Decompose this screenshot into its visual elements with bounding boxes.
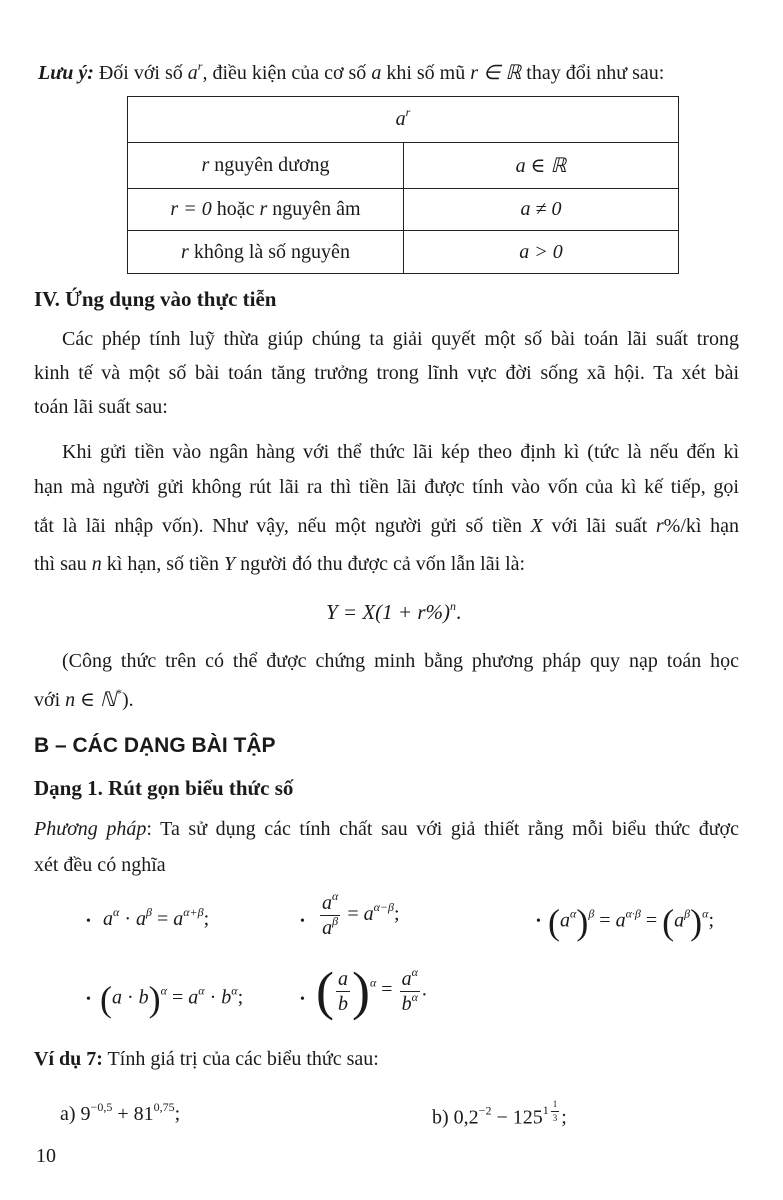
property-product: $a^\alpha \cdot a^\beta = a^{\alpha+\beta}$; [103, 905, 210, 930]
bullet: • [86, 914, 91, 929]
paragraph-line: Các phép tính luỹ thừa giúp chúng ta giải quyết một số bài toán lãi suất trong [62, 328, 739, 350]
exercise-a: a) $9^{-0,5} + 81^{0,75}$; [60, 1100, 181, 1125]
paragraph-line: toán lãi suất sau: [34, 396, 168, 418]
example-7: Ví dụ 7: Tính giá trị của các biểu thức sau: [34, 1048, 379, 1070]
paragraph-line: hạn mà người gửi không rút lãi ra thì tiền lãi được tính vào vốn của kì kế tiếp, gọi [34, 476, 739, 498]
paragraph-line: Khi gửi tiền vào ngân hàng với thể thức lãi kép theo định kì (tức là nếu đến kì [62, 441, 739, 463]
property-product-power: $(a \cdot b)^\alpha = a^\alpha \cdot b^\alpha$; [100, 979, 244, 1019]
exponent-condition-table [127, 96, 679, 274]
method-line: Phương pháp: Ta sử dụng các tính chất sau với giả thiết rằng mỗi biểu thức được [34, 818, 739, 840]
page-number: 10 [36, 1145, 56, 1167]
table-row: r nguyên dương a ∈ ℝ [128, 143, 679, 189]
paragraph-line: (Công thức trên có thể được chứng minh bằng phương pháp quy nạp toán học [62, 650, 739, 672]
bullet: • [300, 992, 305, 1007]
bullet: • [86, 992, 91, 1007]
table-row: r = 0 hoặc r nguyên âm a ≠ 0 [128, 189, 679, 231]
property-quotient: $\frac{a^\alpha}{a^\beta}$ = $a^{\alpha-\beta}$; [322, 889, 400, 939]
exercise-b: b) $0,2^{-2} - 125^{1 \frac{1}{3}}$ ; [432, 1099, 567, 1129]
table-row: r không là số nguyên a > 0 [128, 231, 679, 274]
method-line: xét đều có nghĩa [34, 854, 166, 876]
compound-interest-formula: $Y = X(1 + r\%)^n$. [326, 599, 462, 624]
section-b-heading: B – CÁC DẠNG BÀI TẬP [34, 734, 276, 757]
note-line: Lưu ý: Đối với số $a^r$, điều kiện của cơ số a khi số mũ r ∈ ℝ thay đổi như sau: [38, 59, 665, 84]
property-quotient-power: ( $\frac{a}{b}$ )$^\alpha$ = $\frac{a^\alpha}{b^\alpha}$ . [316, 961, 427, 1021]
paragraph-line: với n ∈ ℕ*). [34, 686, 134, 711]
property-power: $(a^\alpha)^\beta = a^{\alpha\cdot\beta} = (a^\beta)^\alpha$; [548, 902, 714, 942]
paragraph-line: thì sau n kì hạn, số tiền Y người đó thu được cả vốn lẫn lãi là: [34, 553, 526, 575]
bullet: • [300, 914, 305, 929]
paragraph-line: tắt là lãi nhập vốn). Như vậy, nếu một người gửi số tiền X với lãi suất r%/kì hạn [34, 515, 739, 537]
section-iv-heading: IV. Ứng dụng vào thực tiễn [34, 287, 277, 311]
dang-1-heading: Dạng 1. Rút gọn biểu thức số [34, 776, 294, 800]
note-label: Lưu ý: [38, 62, 94, 84]
bullet: • [536, 914, 541, 929]
paragraph-line: kinh tế và một số bài toán tăng trưởng trong lĩnh vực đời sống xã hội. Ta xét bài [34, 362, 739, 384]
table-header: $a^r$ [128, 97, 679, 143]
